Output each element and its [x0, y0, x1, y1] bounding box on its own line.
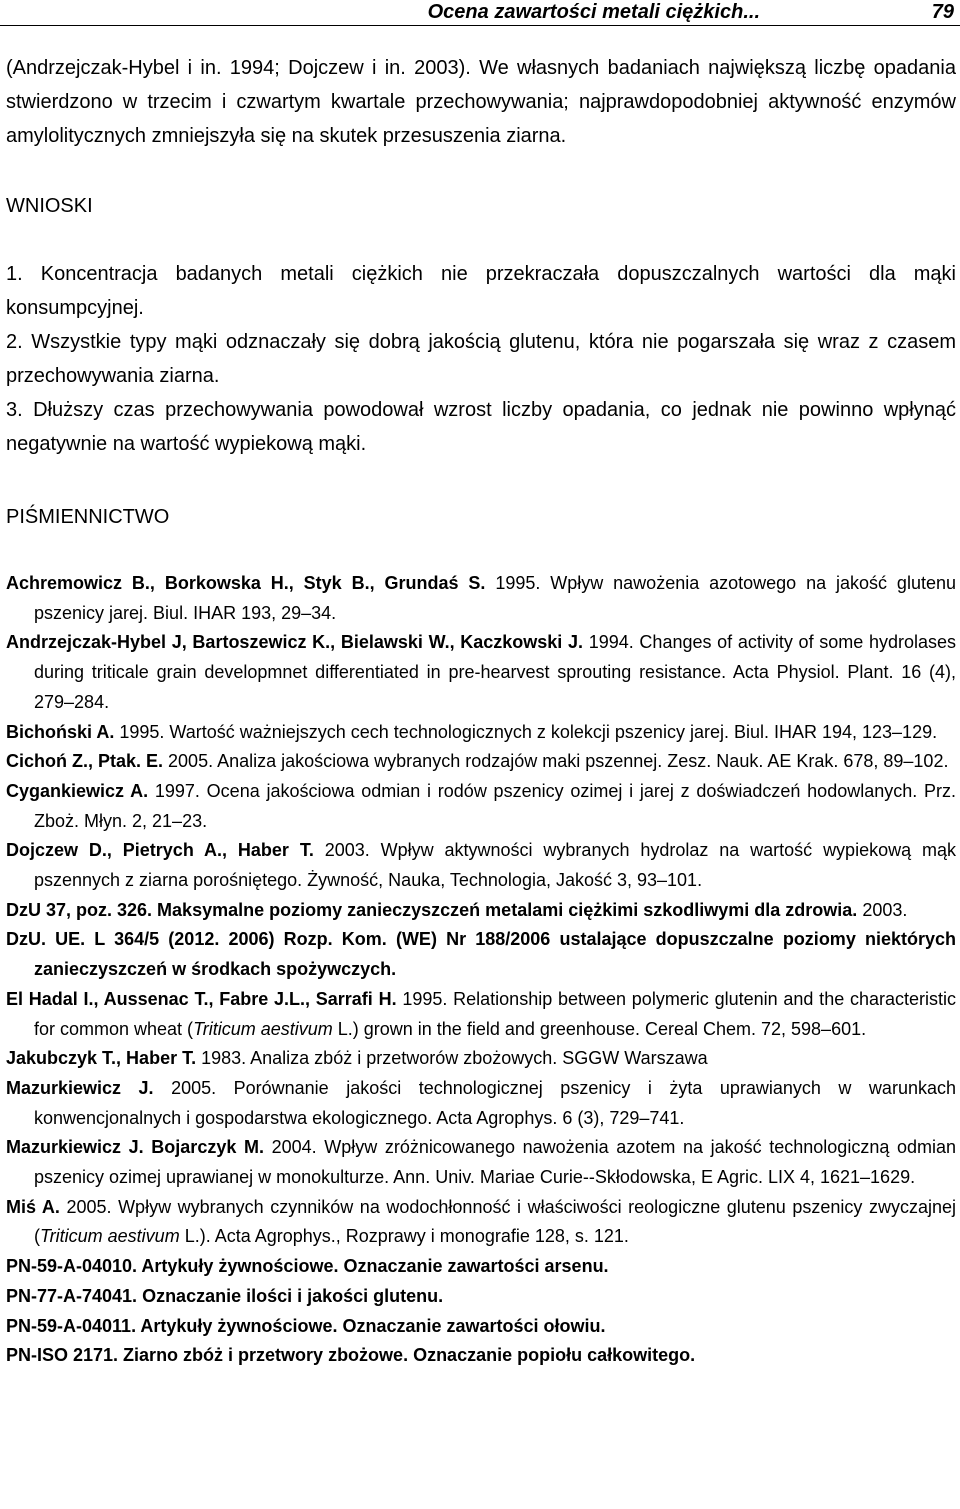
reference-authors: DzU 37, poz. 326. Maksymalne poziomy zanieczyszczeń metalami ciężkimi szkodliwymi dla zdrowia.	[6, 899, 858, 920]
conclusion-item: 1. Koncentracja badanych metali ciężkich nie przekraczała dopuszczalnych wartości dla mąki konsumpcyjnej.	[6, 263, 956, 319]
reference-authors: Miś A.	[6, 1196, 60, 1217]
reference-details: 2005. Wpływ wybranych czynników na wodochłonność i właściwości reologiczne glutenu pszenicy zwyczajnej (	[34, 1196, 956, 1247]
reference-details: 1995. Wartość ważniejszych cech technologicznych z kolekcji pszenicy jarej. Biul. IHAR 194, 123–129.	[114, 721, 938, 742]
reference-details: 1997. Ocena jakościowa odmian i rodów pszenicy ozimej i jarej z doświadczeń hodowlanych. Prz. Zboż. Młyn. 2, 21–23.	[34, 780, 956, 831]
reference-authors: Bichoński A.	[6, 721, 115, 742]
reference-details: 2003. Wpływ aktywności wybranych hydrolaz na wartość wypiekową mąk pszennych z ziarna porośniętego. Żywność, Nauka, Technologia, Jakość 3, 93–101.	[34, 840, 956, 891]
reference-details: 2004. Wpływ zróżnicowanego nawożenia azotem na jakość technologiczną odmian pszenicy ozimej uprawianej w monokulturze. Ann. Univ. Mariae Curie--Skłodowska, E Agric. LIX 4, 1621–1629.	[34, 1137, 957, 1188]
reference-authors: El Hadal I., Aussenac T., Fabre J.L., Sarrafi H.	[6, 988, 397, 1009]
reference-item	[6, 777, 956, 836]
reference-details: L.) grown in the field and greenhouse. Cereal Chem. 72, 598–601.	[332, 1018, 867, 1039]
page-number: 79	[931, 1, 954, 23]
reference-authors: DzU. UE. L 364/5 (2012. 2006) Rozp. Kom. (WE) Nr 188/2006 ustalające dopuszczalne poziomy niektórych zanieczyszczeń w środkach spożywczych.	[6, 929, 956, 980]
reference-item	[6, 985, 956, 1044]
running-title: Ocena zawartości metali ciężkich...	[427, 1, 760, 23]
reference-authors: Achremowicz B., Borkowska H., Styk B., Grundaś S.	[6, 573, 486, 593]
reference-item	[6, 836, 956, 895]
references-heading: PIŚMIENNICTWO	[6, 506, 170, 528]
conclusion-item: 3. Dłuższy czas przechowywania powodował wzrost liczby opadania, co jednak nie powinno wpłynąć negatywnie na wartość wypiekową mąki.	[6, 399, 956, 455]
intro-paragraph	[6, 51, 956, 153]
conclusion-item: 2. Wszystkie typy mąki odznaczały się dobrą jakością glutenu, która nie pogarszała się wraz z czasem przechowywania ziarna.	[6, 331, 956, 387]
standard-reference: PN-59-A-04010. Artykuły żywnościowe. Oznaczanie zawartości arsenu.	[6, 1256, 609, 1277]
running-header	[0, 0, 960, 26]
reference-details: 2005. Analiza jakościowa wybranych rodzajów maki pszennej. Zesz. Nauk. AE Krak. 678, 89–102.	[163, 751, 949, 772]
reference-authors: Jakubczyk T., Haber T.	[6, 1048, 197, 1069]
species-name: Triticum aestivum	[40, 1226, 180, 1247]
reference-details: L.). Acta Agrophys., Rozprawy i monografie 128, s. 121.	[179, 1226, 629, 1247]
reference-details: 2003.	[857, 899, 908, 920]
conclusions-list	[6, 257, 956, 461]
reference-authors: Dojczew D., Pietrych A., Haber T.	[6, 840, 314, 861]
reference-item	[6, 718, 956, 748]
reference-details: 2005. Porównanie jakości technologicznej pszenicy i żyta uprawianych w warunkach konwencjonalnych i gospodarstwa ekologicznego. Acta Agrophys. 6 (3), 729–741.	[34, 1077, 956, 1128]
reference-details: 1994. Changes of activity of some hydrolases during triticale grain developmnet differentiated in pre-hearvest sprouting resistance. Acta Physiol. Plant. 16 (4), 279–284.	[34, 632, 957, 712]
reference-details: 1995. Wpływ nawożenia azotowego na jakość glutenu pszenicy jarej. Biul. IHAR 193, 29–34.	[34, 573, 956, 623]
reference-item	[6, 747, 956, 777]
reference-item	[6, 1044, 956, 1074]
reference-item	[6, 569, 956, 628]
conclusions-heading: WNIOSKI	[6, 195, 93, 217]
reference-authors: Mazurkiewicz J. Bojarczyk M.	[6, 1137, 264, 1158]
reference-item	[6, 1074, 956, 1133]
standard-reference: PN-77-A-74041. Oznaczanie ilości i jakości glutenu.	[6, 1285, 444, 1306]
reference-item	[6, 1193, 956, 1252]
reference-authors: Cygankiewicz A.	[6, 780, 149, 801]
reference-item	[6, 628, 956, 717]
reference-item	[6, 1133, 956, 1192]
intro-text: (Andrzejczak-Hybel i in. 1994; Dojczew i in. 2003). We własnych badaniach największą liczbę opadania stwierdzono w trzecim i czwartym kwartale przechowywania; najprawdopodobniej aktywność enzymów amylolitycznych zmniejszyła się na skutek przesuszenia ziarna.	[6, 57, 956, 147]
reference-item	[6, 896, 956, 926]
reference-details: 1995. Relationship between polymeric glutenin and the characteristic for common wheat (	[34, 988, 957, 1039]
standard-reference: PN-ISO 2171. Ziarno zbóż i przetwory zbożowe. Oznaczanie popiołu całkowitego.	[6, 1345, 696, 1366]
reference-authors: Cichoń Z., Ptak. E.	[6, 751, 164, 772]
species-name: Triticum aestivum	[193, 1018, 333, 1039]
references-list	[6, 569, 956, 1371]
reference-item	[6, 925, 956, 984]
standard-reference: PN-59-A-04011. Artykuły żywnościowe. Oznaczanie zawartości ołowiu.	[6, 1315, 606, 1336]
reference-authors: Andrzejczak-Hybel J, Bartoszewicz K., Bielawski W., Kaczkowski J.	[6, 632, 584, 653]
reference-details: 1983. Analiza zbóż i przetworów zbożowych. SGGW Warszawa	[196, 1048, 708, 1069]
reference-authors: Mazurkiewicz J.	[6, 1077, 154, 1098]
